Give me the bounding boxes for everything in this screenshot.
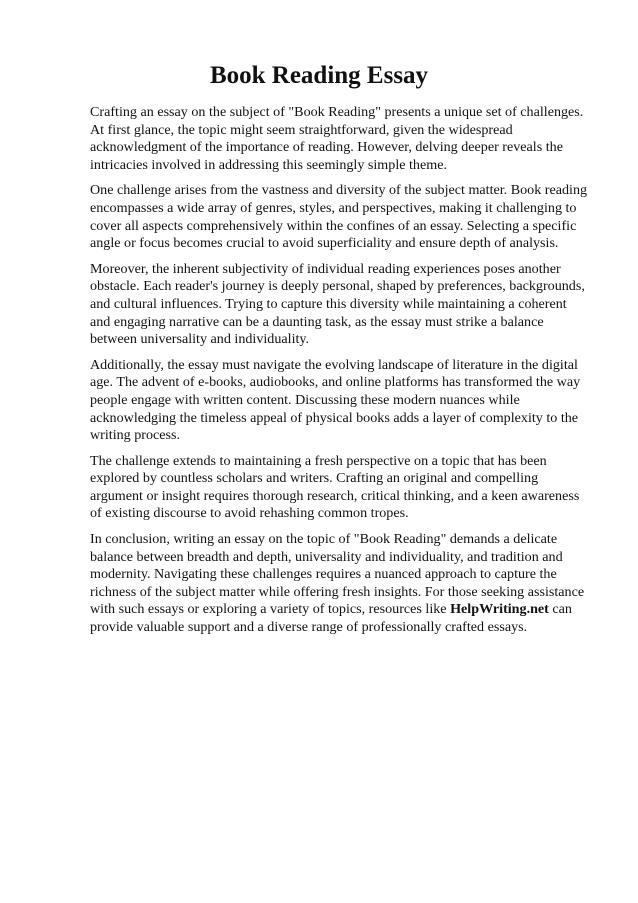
paragraph-conclusion <box>90 531 590 637</box>
paragraph-subjectivity: Moreover, the inherent subjectivity of individual reading experiences poses another obstacle. Each reader's journey is deeply personal, shaped by preferences, backgrounds, and cultural influences. Trying to capture this diversity while maintaining a coherent and engaging narrative can be a daunting task, as the essay must strike a balance between universality and individuality. <box>90 260 585 348</box>
paragraph-intro: Crafting an essay on the subject of "Book Reading" presents a unique set of challenges. At first glance, the topic might seem straightforward, given the widespread acknowledgment of the importance of reading. However, delving deeper reveals the intricacies involved in addressing this seemingly simple theme. <box>90 104 584 173</box>
document-body <box>90 104 590 645</box>
paragraph-digital-age: Additionally, the essay must navigate the evolving landscape of literature in the digital age. The advent of e-books, audiobooks, and online platforms has transformed the way people engage with written content. Discussing these modern nuances while acknowledging the timeless appeal of physical books adds a layer of complexity to the writing process. <box>90 356 581 444</box>
paragraph-subject-diversity: One challenge arises from the vastness and diversity of the subject matter. Book reading encompasses a wide array of genres, styles, and perspectives, making it challenging to cover all aspects comprehensively within the confines of an essay. Selecting a specific angle or focus becomes crucial to avoid superficiality and ensure depth of analysis. <box>90 182 588 252</box>
conclusion-text-before: In conclusion, writing an essay on the topic of "Book Reading" demands a delicate balance between breadth and depth, universality and individuality, and tradition and modernity. Navigating these challenges requires a nuanced approach to capture the richness of the subject matter while offering fresh insights. For those seeking assistance with such essays or exploring a variety of topics, resources like <box>90 531 585 618</box>
document-title: Book Reading Essay <box>209 62 429 89</box>
conclusion-text-after: can provide valuable support and a diverse range of professionally crafted essays. <box>90 601 572 636</box>
paragraph-fresh-perspective: The challenge extends to maintaining a fresh perspective on a topic that has been explored by countless scholars and writers. Crafting an original and compelling argument or insight requires thorough research, critical thinking, and a keen awareness of existing discourse to avoid rehashing common tropes. <box>90 452 580 522</box>
brand-name: HelpWriting.net <box>450 601 549 618</box>
